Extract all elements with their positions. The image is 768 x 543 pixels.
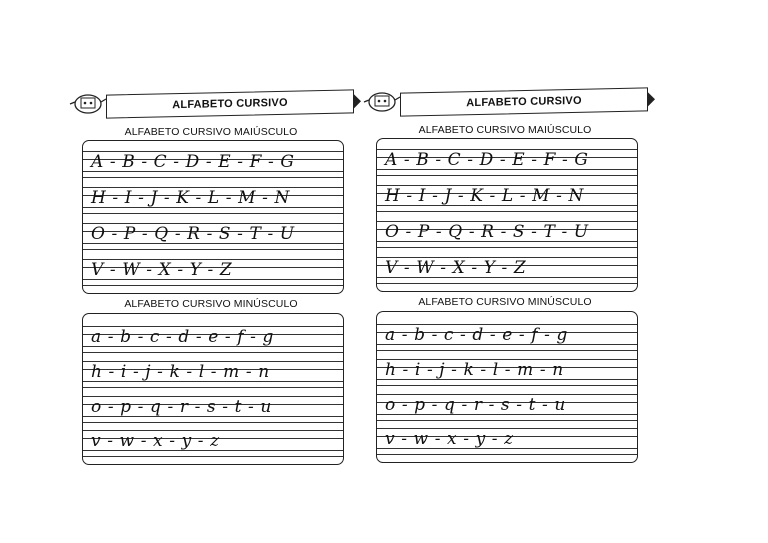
lowercase-practice-box [82,313,344,465]
practice-row [377,145,637,173]
banner-title: ALFABETO CURSIVO [172,96,288,112]
lowercase-practice-box [376,311,638,463]
uppercase-section-title: ALFABETO CURSIVO MAIÚSCULO [124,126,298,138]
uppercase-section-title: ALFABETO CURSIVO MAIÚSCULO [418,124,592,136]
header-banner [68,88,354,122]
letter-row-text: v - w - x - y - z [91,431,220,451]
practice-row [83,147,343,175]
practice-row [83,392,343,420]
letter-row-text: O - P - Q - R - S - T - U [91,224,295,244]
practice-row [83,255,343,283]
banner-ribbon [106,89,354,118]
practice-row [377,253,637,281]
letter-row-text: V - W - X - Y - Z [91,260,233,280]
letter-row-text: H - I - J - K - L - M - N [385,186,584,206]
practice-row [83,357,343,385]
letter-row-text: O - P - Q - R - S - T - U [385,222,589,242]
letter-row-text: o - p - q - r - s - t - u [385,395,566,415]
letter-row-text: a - b - c - d - e - f - g [91,327,274,347]
letter-row-text: a - b - c - d - e - f - g [385,325,568,345]
letter-row-text: H - I - J - K - L - M - N [91,188,290,208]
mascot-icon [68,90,108,116]
uppercase-practice-box [82,140,344,294]
practice-row [83,426,343,454]
banner-title: ALFABETO CURSIVO [466,94,582,110]
practice-row [377,217,637,245]
practice-row [377,390,637,418]
letter-row-text: h - i - j - k - l - m - n [385,360,564,380]
mascot-icon [362,88,402,114]
uppercase-practice-box [376,138,638,292]
practice-row [377,355,637,383]
practice-row [83,219,343,247]
letter-row-text: v - w - x - y - z [385,429,514,449]
lowercase-section-title: ALFABETO CURSIVO MINÚSCULO [418,296,592,308]
letter-row-text: V - W - X - Y - Z [385,258,527,278]
letter-row-text: A - B - C - D - E - F - G [91,152,295,172]
practice-row [377,424,637,452]
header-banner [362,86,648,120]
practice-row [83,322,343,350]
worksheet-left [68,88,354,473]
practice-row [377,320,637,348]
worksheet-right [362,86,648,471]
letter-row-text: A - B - C - D - E - F - G [385,150,589,170]
practice-row [83,183,343,211]
practice-row [377,181,637,209]
banner-ribbon [400,87,648,116]
letter-row-text: h - i - j - k - l - m - n [91,362,270,382]
lowercase-section-title: ALFABETO CURSIVO MINÚSCULO [124,298,298,310]
letter-row-text: o - p - q - r - s - t - u [91,397,272,417]
